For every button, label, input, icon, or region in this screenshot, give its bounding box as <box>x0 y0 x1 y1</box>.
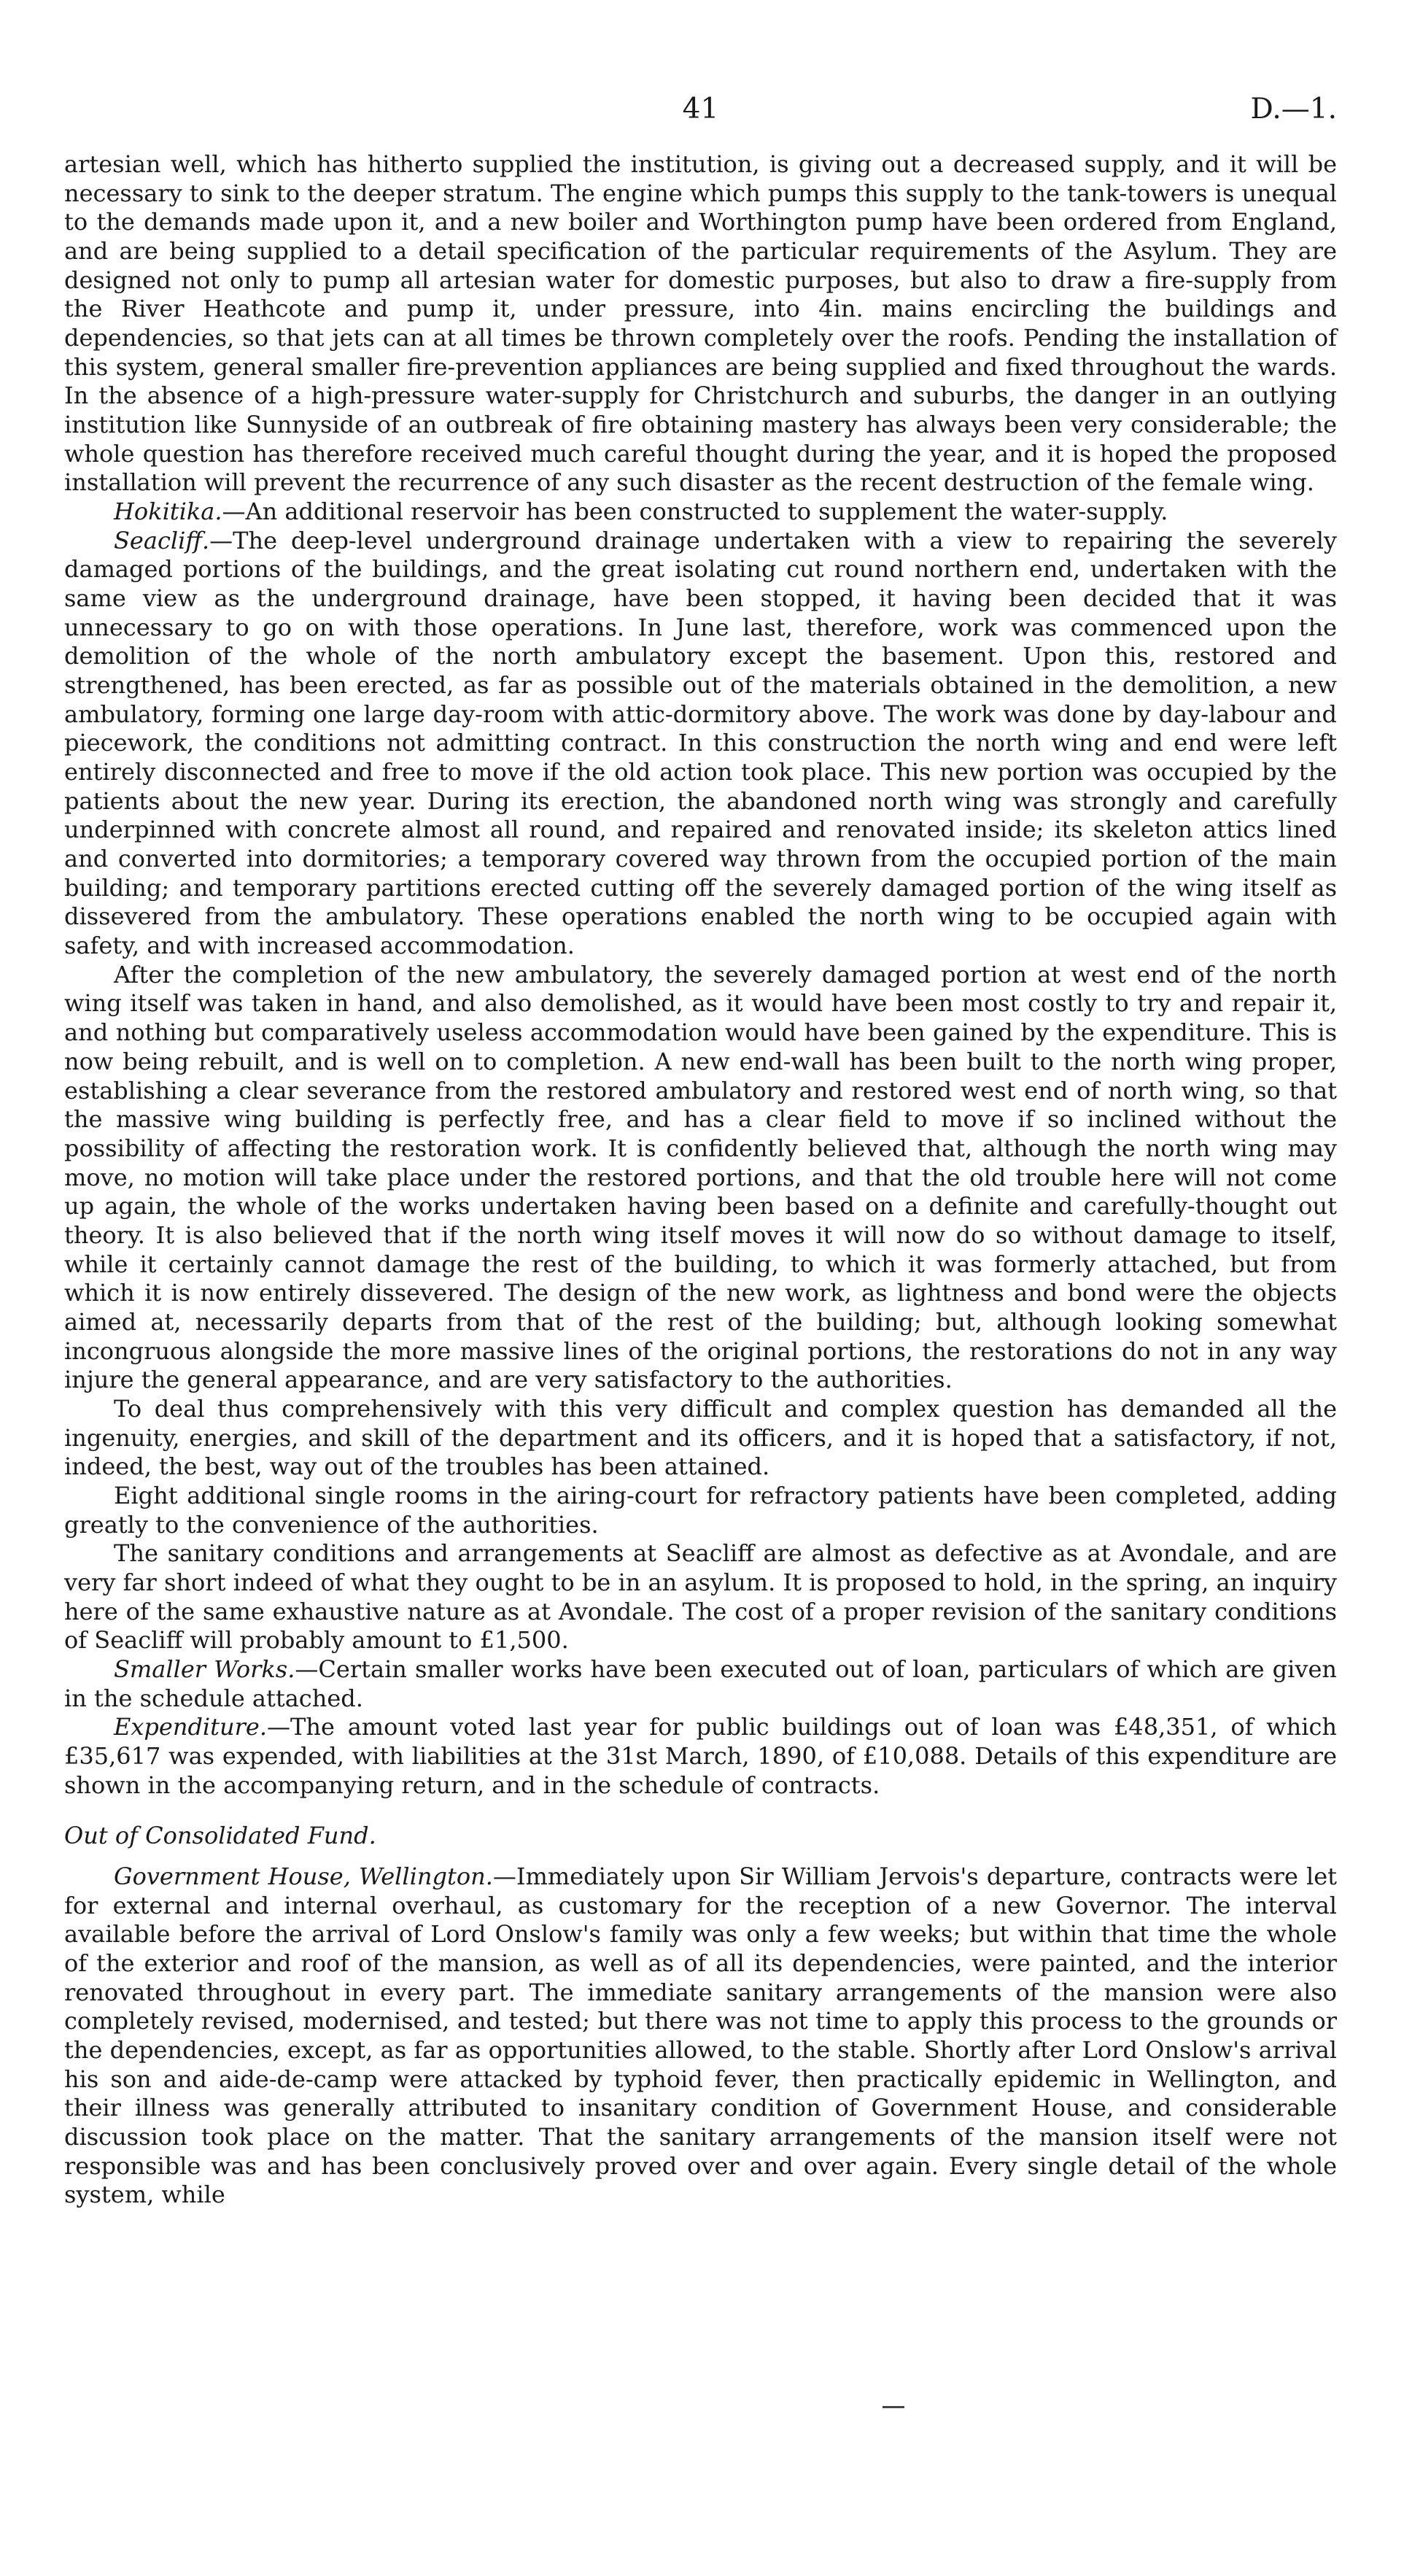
paragraph-heading: Government House, Wellington. <box>114 1862 493 1890</box>
paragraph-sanitary: The sanitary conditions and arrangements at Seacliff are almost as defective as at Avondale, and are very far short indeed of what they ought to be in an asylum. It is proposed to hold, in the spring, an inquiry here of the same exhaustive nature as at Avondale. The cost of a proper revision of the sanitary conditions of Seacliff will probably amount to £1,500. <box>64 1539 1337 1655</box>
page-number: 41 <box>682 93 719 125</box>
paragraph-heading: Smaller Works. <box>114 1655 295 1683</box>
paragraph-heading: Hokitika. <box>114 498 222 526</box>
paragraph-new-ambulatory: After the completion of the new ambulatory, the severely damaged portion at west end of the north wing itself was taken in hand, and also demolished, as it would have been most costly to try and repair it, and nothing but comparatively useless accommodation would have been gained by the expenditure. This is now being rebuilt, and is well on to completion. A new end-wall has been built to the north wing proper, establishing a clear severance from the restored ambulatory and restored west end of north wing, so that the massive wing building is perfectly free, and has a clear field to move if so inclined without the possibility of affecting the restoration work. It is confidently believed that, although the north wing may move, no motion will take place under the restored portions, and that the old trouble here will not come up again, the whole of the works undertaken having been based on a definite and carefully-thought out theory. It is also believed that if the north wing itself moves it will now do so without damage to itself, while it certainly cannot damage the rest of the building, to which it was formerly attached, but from which it is now entirely dissevered. The design of the new work, as lightness and bond were the objects aimed at, necessarily departs from that of the rest of the building; but, although looking somewhat incongruous alongside the more massive lines of the original portions, the restorations do not in any way injure the general appearance, and are very satisfactory to the authorities. <box>64 960 1337 1394</box>
paragraph-artesian-well: artesian well, which has hitherto supplied the institution, is giving out a decreased supply, and it will be necessary to sink to the deeper stratum. The engine which pumps this supply to the tank-towers is unequal to the demands made upon it, and a new boiler and Worthington pump have been ordered from England, and are being supplied to a detail specification of the particular requirements of the Asylum. They are designed not only to pump all artesian water for domestic purposes, but also to draw a fire-supply from the River Heathcote and pump it, under pressure, into 4in. mains encircling the buildings and dependencies, so that jets can at all times be thrown completely over the roofs. Pending the installation of this system, general smaller fire-prevention appliances are being supplied and fixed throughout the wards. In the absence of a high-pressure water-supply for Christchurch and suburbs, the danger in an outlying institution like Sunnyside of an outbreak of fire obtaining mastery has always been very considerable; the whole question has therefore received much careful thought during the year, and it is hoped the proposed installation will prevent the recurrence of any such disaster as the recent destruction of the female wing. <box>64 150 1338 497</box>
paragraph-heading: Expenditure. <box>114 1713 268 1741</box>
paragraph-hokitika: Hokitika.—An additional reservoir has been constructed to supplement the water-supply. <box>114 498 1168 526</box>
paragraph-comprehensive: To deal thus comprehensively with this very difficult and complex question has demanded all the ingenuity, energies, and skill of the department and its officers, and it is hoped that a satisfactory, if not, indeed, the best, way out of the troubles has been attained. <box>64 1394 1337 1481</box>
paragraph-single-rooms: Eight additional single rooms in the airing-court for refractory patients have been completed, adding greatly to the convenience of the authorities. <box>64 1481 1337 1539</box>
paragraph-government-house: Government House, Wellington.—Immediately upon Sir William Jervois's departure, contracts were let for external and internal overhaul, as customary for the reception of a new Governor. The interval available before the arrival of Lord Onslow's family was only a few weeks; but within that time the whole of the exterior and roof of the mansion, as well as of all its dependencies, were painted, and the interior renovated throughout in every part. The immediate sanitary arrangements of the mansion were also completely revised, modernised, and tested; but there was not time to apply this process to the grounds or the dependencies, except, as far as opportunities allowed, to the stable. Shortly after Lord Onslow's arrival his son and aide-de-camp were attacked by typhoid fever, then practically epidemic in Wellington, and their illness was generally attributed to insanitary condition of Government House, and considerable discussion took place on the matter. That the sanitary arrangements of the mansion itself were not responsible was and has been conclusively proved over and over again. Every single detail of the whole system, while <box>64 1862 1338 2209</box>
paragraph-smaller-works: Smaller Works.—Certain smaller works have been executed out of loan, particulars of which are given in the schedule attached. <box>64 1655 1338 1712</box>
page-foot-mark <box>883 2406 904 2408</box>
document-page <box>64 88 1337 2474</box>
body-text <box>64 150 1337 2210</box>
paragraph-expenditure: Expenditure.—The amount voted last year for public buildings out of loan was £48,351, of which £35,617 was expended, with liabilities at the 31st March, 1890, of £10,088. Details of this expenditure are shown in the accompanying return, and in the schedule of contracts. <box>64 1713 1337 1799</box>
paragraph-heading: Seacliff. <box>114 526 210 554</box>
section-title: Out of Consolidated Fund. <box>64 1822 376 1850</box>
paragraph-seacliff: Seacliff.—The deep-level underground drainage undertaken with a view to repairing the severely damaged portions of the buildings, and the great isolating cut round northern end, undertaken with the same view as the underground drainage, have been stopped, it having been decided that it was unnecessary to go on with those operations. In June last, therefore, work was commenced upon the demolition of the whole of the north ambulatory except the basement. Upon this, restored and strengthened, has been erected, as far as possible out of the materials obtained in the demolition, a new ambulatory, forming one large day-room with attic-dormitory above. The work was done by day-labour and piecework, the conditions not admitting contract. In this construction the north wing and end were left entirely disconnected and free to move if the old action took place. This new portion was occupied by the patients about the new year. During its erection, the abandoned north wing was strongly and carefully underpinned with concrete almost all round, and repaired and renovated inside; its skeleton attics lined and converted into dormitories; a temporary covered way thrown from the occupied portion of the main building; and temporary partitions erected cutting off the severely damaged portion of the wing itself as dissevered from the ambulatory. These operations enabled the north wing to be occupied again with safety, and with increased accommodation. <box>64 526 1337 960</box>
document-reference: D.—1. <box>1250 93 1337 125</box>
page-header <box>64 88 1337 139</box>
